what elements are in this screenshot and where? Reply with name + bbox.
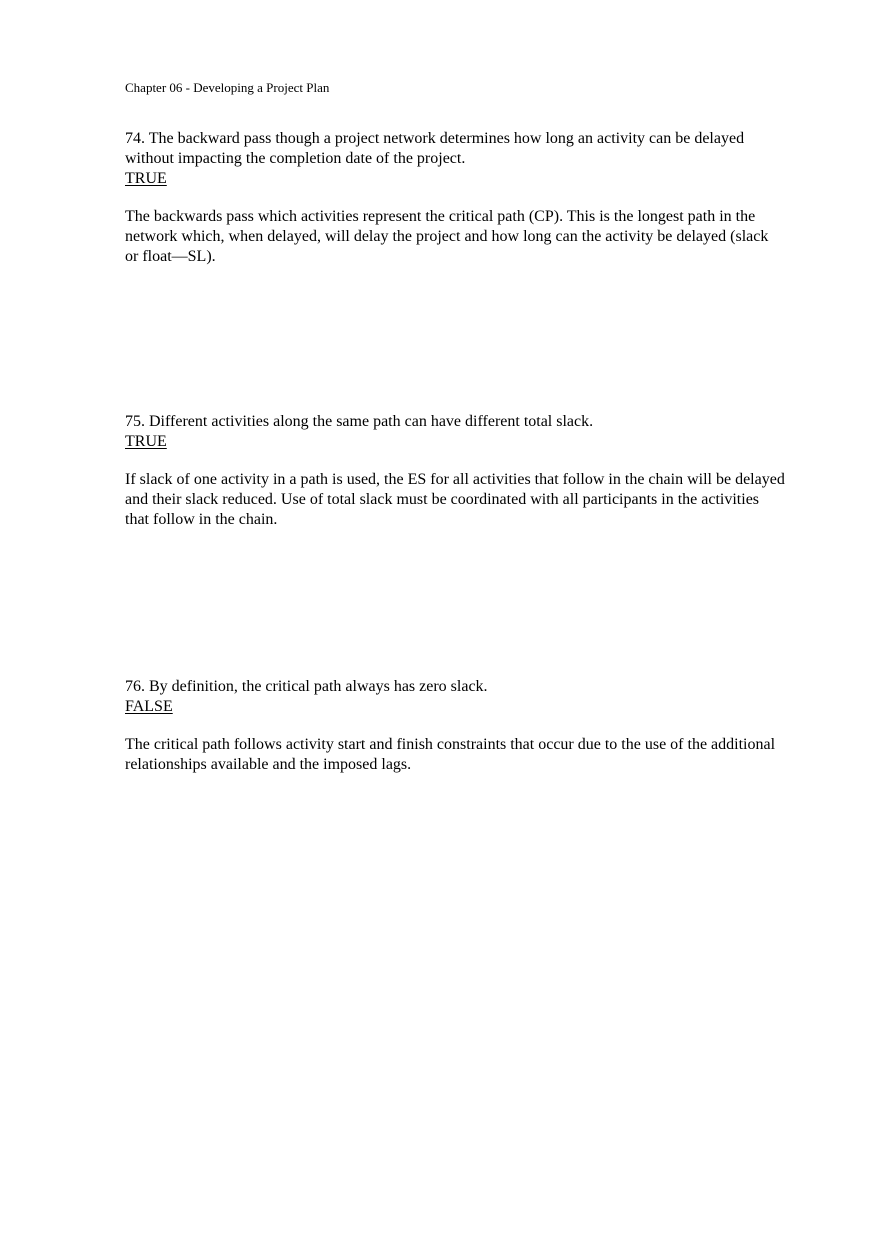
question-74 (125, 129, 785, 267)
question-75 (125, 412, 785, 530)
page-header: Chapter 06 - Developing a Project Plan (125, 80, 330, 95)
explanation-text: If slack of one activity in a path is used, the ES for all activities that follow in the chain will be delayed and their slack reduced. Use of total slack must be coordinated with all participants in the activities that follow in the chain. (125, 471, 785, 528)
question-text: 74. The backward pass though a project network determines how long an activity can be delayed without impacting the completion date of the project. (125, 130, 745, 167)
answer-label: TRUE (125, 170, 167, 187)
question-text: 75. Different activities along the same path can have different total slack. (125, 413, 594, 430)
question-76 (125, 677, 785, 775)
answer-label: FALSE (125, 698, 173, 715)
explanation-text: The critical path follows activity start and finish constraints that occur due to the use of the additional relationships available and the imposed lags. (125, 736, 776, 773)
question-text: 76. By definition, the critical path always has zero slack. (125, 678, 488, 695)
explanation-text: The backwards pass which activities represent the critical path (CP). This is the longest path in the network which, when delayed, will delay the project and how long can the activity be delayed (slack or float—SL). (125, 208, 769, 265)
answer-label: TRUE (125, 433, 167, 450)
